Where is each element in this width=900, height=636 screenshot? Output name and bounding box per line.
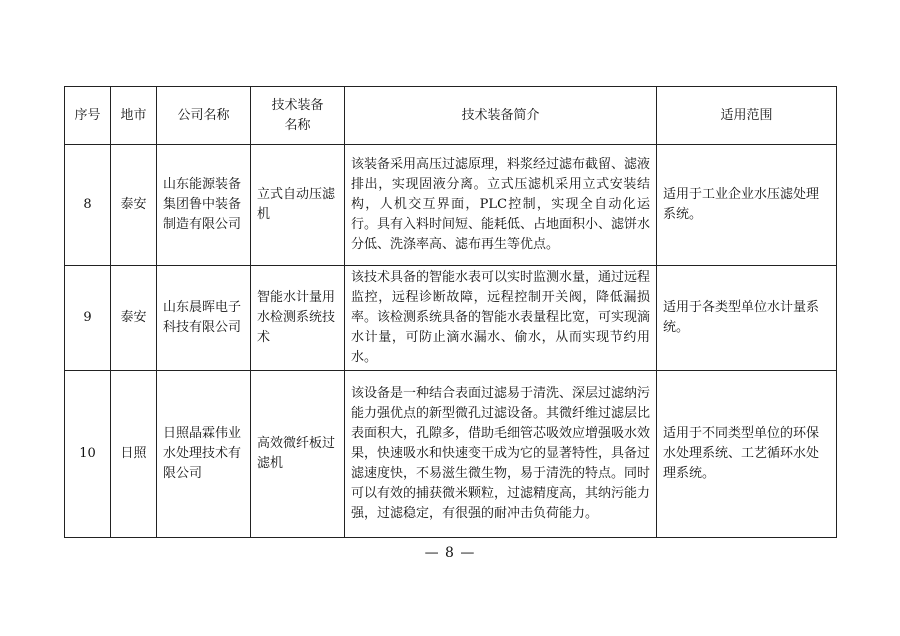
cell-city: 泰安: [111, 266, 157, 371]
cell-company: 山东晨晖电子科技有限公司: [157, 266, 251, 371]
header-equipment: 技术装备 名称: [251, 87, 345, 145]
cell-equipment: 立式自动压滤机: [251, 145, 345, 266]
cell-scope: 适用于工业企业水压滤处理系统。: [657, 145, 837, 266]
equipment-table: [64, 86, 837, 538]
header-description: 技术装备简介: [345, 87, 657, 145]
cell-equipment: 智能水计量用水检测系统技术: [251, 266, 345, 371]
cell-company: 山东能源装备集团鲁中装备制造有限公司: [157, 145, 251, 266]
cell-num: 10: [65, 371, 111, 538]
header-scope: 适用范围: [657, 87, 837, 145]
table-row: [65, 371, 837, 538]
cell-company: 日照晶霖伟业水处理技术有限公司: [157, 371, 251, 538]
table-header-row: [65, 87, 837, 145]
cell-city: 泰安: [111, 145, 157, 266]
cell-scope: 适用于不同类型单位的环保水处理系统、工艺循环水处理系统。: [657, 371, 837, 538]
table-row: [65, 266, 837, 371]
cell-description: 该技术具备的智能水表可以实时监测水量，通过远程监控，远程诊断故障，远程控制开关阀，降低漏损率。该检测系统具备的智能水表量程比宽，可实现滴水计量，可防止滴水漏水、偷水，从而实现节约用水。: [345, 266, 657, 371]
cell-equipment: 高效微纤板过滤机: [251, 371, 345, 538]
cell-description: 该装备采用高压过滤原理，料浆经过滤布截留、滤液排出，实现固液分离。立式压滤机采用立式安装结构，人机交互界面，PLC控制，实现全自动化运行。具有入料时间短、能耗低、占地面积小、滤饼水分低、洗涤率高、滤布再生等优点。: [345, 145, 657, 266]
page-number: — 8 —: [424, 545, 476, 561]
header-city: 地市: [111, 87, 157, 145]
header-num: 序号: [65, 87, 111, 145]
cell-scope: 适用于各类型单位水计量系统。: [657, 266, 837, 371]
cell-city: 日照: [111, 371, 157, 538]
cell-description: 该设备是一种结合表面过滤易于清洗、深层过滤纳污能力强优点的新型微孔过滤设备。其微纤维过滤层比表面积大，孔隙多，借助毛细管芯吸效应增强吸水效果，快速吸水和快速变干成为它的显著特性，具备过滤速度快，不易滋生微生物，易于清洗的特点。同时可以有效的捕获微米颗粒，过滤精度高，其纳污能力强，过滤稳定，有很强的耐冲击负荷能力。: [345, 371, 657, 538]
table-row: [65, 145, 837, 266]
header-company: 公司名称: [157, 87, 251, 145]
cell-num: 9: [65, 266, 111, 371]
cell-num: 8: [65, 145, 111, 266]
